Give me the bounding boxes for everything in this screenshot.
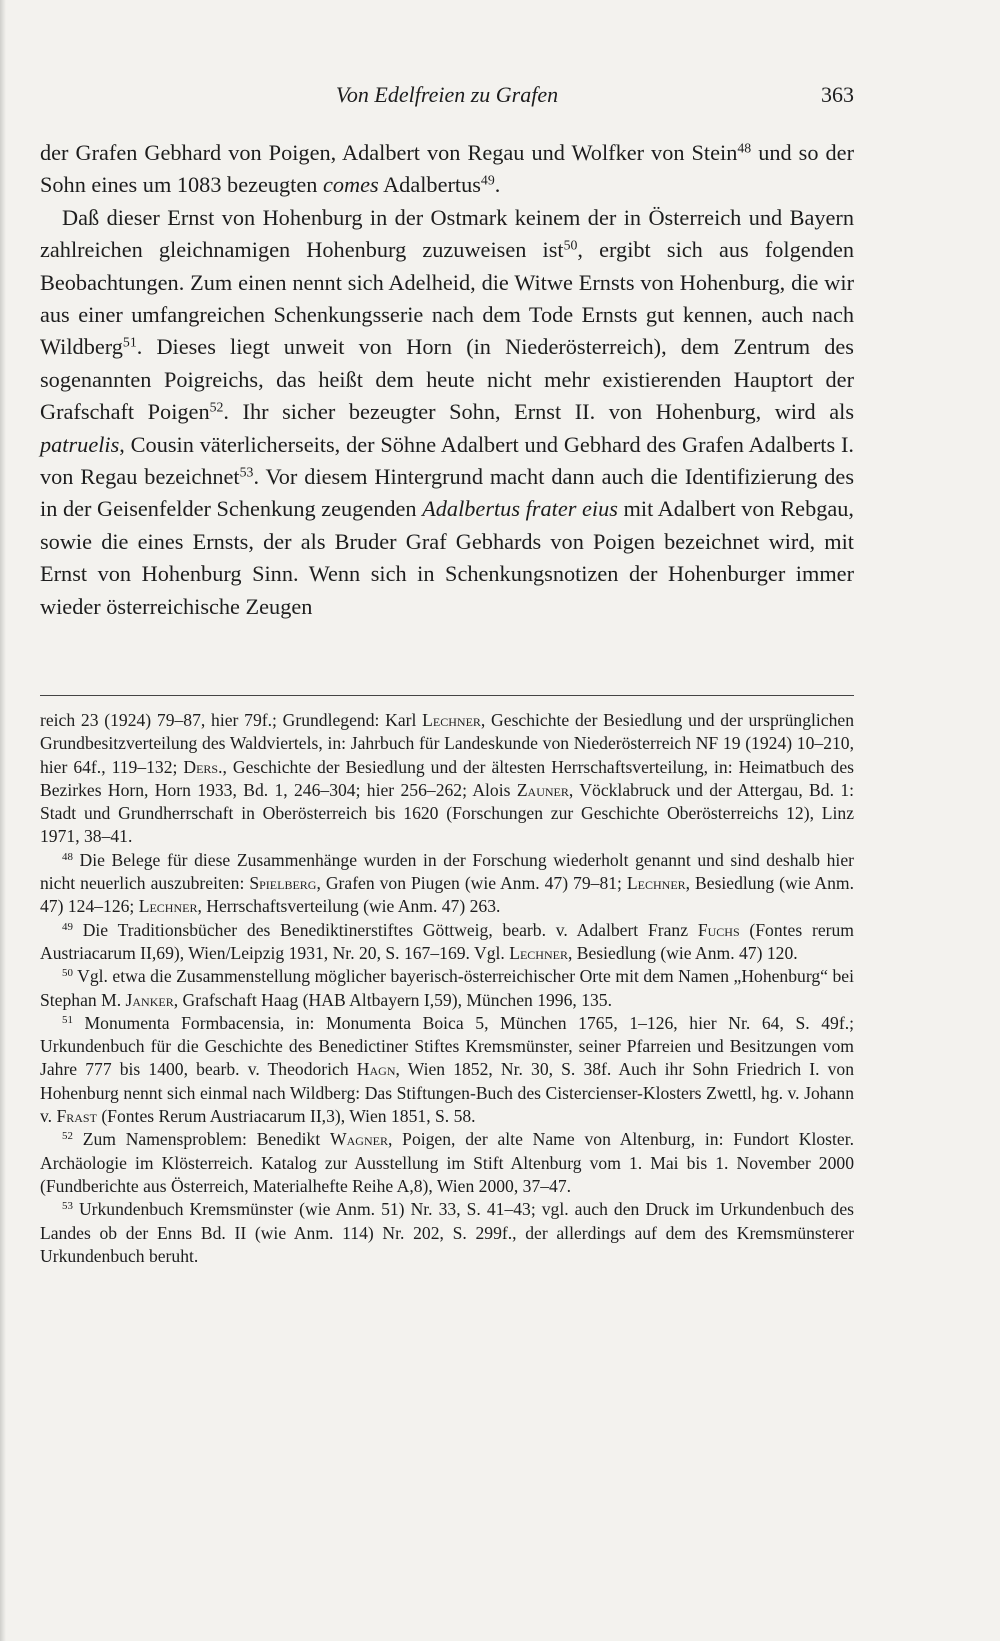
footnote-51: $^{51}$ Monumenta Formbacensia, in: Monumenta Boica 5, München 1765, 1–126, hier Nr. 64, S. 49f.; Urkundenbuch für die Geschichte des Benedictiner Stiftes Kremsmünster, seiner Pfarreien und Besitzungen vom Jahre 777 bis 1400, bearb. v. Theodorich Hagn, Wien 1852, Nr. 30, S. 38f. Auch ihr Sohn Friedrich I. von Hohenburg nennt sich einmal nach Wildberg: Das Stiftungen-Buch des Cistercienser-Klosters Zwettl, hg. v. Johann v. Frast (Fontes Rerum Austriacarum II,3), Wien 1851, S. 58. — [40, 1012, 855, 1127]
paragraph-1: der Grafen Gebhard von Poigen, Adalbert von Regau und Wolfker von Stein$^{48}$ und so der Sohn eines um 1083 bezeugten comes Adalbertus$^{49}$. — [40, 140, 855, 198]
footnote-ref-48[interactable]: 48 — [737, 140, 752, 156]
footnote-number: 49 — [62, 920, 73, 933]
footnote-47-continuation: reich 23 (1924) 79–87, hier 79f.; Grundlegend: Karl Lechner, Geschichte der Besiedlung und der ursprünglichen Grundbesitzverteilung des Waldviertels, in: Jahrbuch für Landeskunde von Niederösterreich NF 19 (1924) 10–210, hier 64f., 119–132; Ders., Geschichte der Besiedlung und der ältesten Herrschaftsverteilung, in: Heimatbuch des Bezirkes Horn, Horn 1933, Bd. 1, 246–304; hier 256–262; Alois Zauner, Vöcklabruck und der Attergau, Bd. 1: Stadt und Grundherrschaft in Oberösterreich bis 1620 (Forschungen zur Geschichte Oberösterreichs 12), Linz 1971, 38–41. — [40, 710, 855, 847]
footnote-number: 52 — [62, 1130, 73, 1143]
footnote-number: 50 — [62, 967, 73, 980]
footnote-divider — [40, 695, 854, 696]
running-head — [40, 82, 854, 112]
footnote-number: 51 — [62, 1013, 73, 1026]
scan-edge-shadow — [0, 0, 6, 1641]
footnote-50: $^{50}$ Vgl. etwa die Zusammenstellung möglicher bayerisch-österreichischer Orte mit dem Namen „Hohenburg“ bei Stephan M. Janker, Grafschaft Haag (HAB Altbayern I,59), München 1996, 135. — [40, 966, 854, 1010]
paragraph-2: Daß dieser Ernst von Hohenburg in der Ostmark keinem der in Österreich und Bayern zahlreichen gleichnamigen Hohenburg zuzuweisen ist$^{50}$, ergibt sich aus folgenden Beobachtungen. Zum einen nennt sich Adelheid, die Witwe Ernsts von Hohenburg, die wir aus einer umfangreichen Schenkungsserie nach dem Tode Ernsts gut kennen, auch nach Wildberg$^{51}$. Dieses liegt unweit von Horn (in Niederösterreich), dem Zentrum des sogenannten Poigreichs, das heißt dem heute nicht mehr existierenden Hauptort der Grafschaft Poigen$^{52}$. Ihr sicher bezeugter Sohn, Ernst II. von Hohenburg, wird als patruelis, Cousin väterlicherseits, der Söhne Adalbert und Gebhard des Grafen Adalberts I. von Regau bezeichnet$^{53}$. Vor diesem Hintergrund macht dann auch die Identifizierung des in der Geisenfelder Schenkung zeugenden Adalbertus frater eius mit Adalbert von Rebgau, sowie die eines Ernsts, der als Bruder Graf Gebhards von Poigen bezeichnet wird, mit Ernst von Hohenburg Sinn. Wenn sich in Schenkungsnotizen der Hohenburger immer wieder österreichische Zeugen — [40, 204, 855, 619]
footnote-number: 48 — [62, 850, 73, 863]
footnote-49: $^{49}$ Die Traditionsbücher des Benediktinerstiftes Göttweig, bearb. v. Adalbert Franz Fuchs (Fontes rerum Austriacarum II,69), Wien/Leipzig 1931, Nr. 20, S. 167–169. Vgl. Lechner, Besiedlung (wie Anm. 47) 120. — [40, 919, 854, 963]
footnote-ref-51[interactable]: 51 — [122, 334, 137, 350]
page-number: 363 — [821, 82, 854, 107]
running-title: Von Edelfreien zu Grafen — [335, 82, 559, 107]
footnote-53: $^{53}$ Urkundenbuch Kremsmünster (wie Anm. 51) Nr. 33, S. 41–43; vgl. auch den Druck im Urkundenbuch des Landes ob der Enns Bd. II (wie Anm. 114) Nr. 202, S. 299f., der allerdings auf dem des Kremsmünsterer Urkundenbuch beruht. — [40, 1199, 854, 1266]
footnote-ref-52[interactable]: 52 — [209, 399, 224, 415]
footnote-52: $^{52}$ Zum Namensproblem: Benedikt Wagner, Poigen, der alte Name von Altenburg, in: Fundort Kloster. Archäologie im Klösterreich. Katalog zur Ausstellung im Stift Altenburg vom 1. Mai bis 1. November 2000 (Fundberichte aus Österreich, Materialhefte Reihe A,8), Wien 2000, 37–47. — [40, 1129, 855, 1196]
footnote-48: $^{48}$ Die Belege für diese Zusammenhänge wurden in der Forschung wiederholt genannt und sind deshalb hier nicht neuerlich auszubreiten: Spielberg, Grafen von Piugen (wie Anm. 47) 79–81; Lechner, Besiedlung (wie Anm. 47) 124–126; Lechner, Herrschaftsverteilung (wie Anm. 47) 263. — [40, 849, 854, 917]
footnote-ref-50[interactable]: 50 — [563, 237, 578, 253]
footnote-ref-53[interactable]: 53 — [239, 464, 254, 480]
footnote-ref-49[interactable]: 49 — [480, 172, 495, 188]
footnotes — [40, 709, 854, 1268]
footnote-number: 53 — [62, 1200, 73, 1213]
main-text — [40, 137, 854, 623]
